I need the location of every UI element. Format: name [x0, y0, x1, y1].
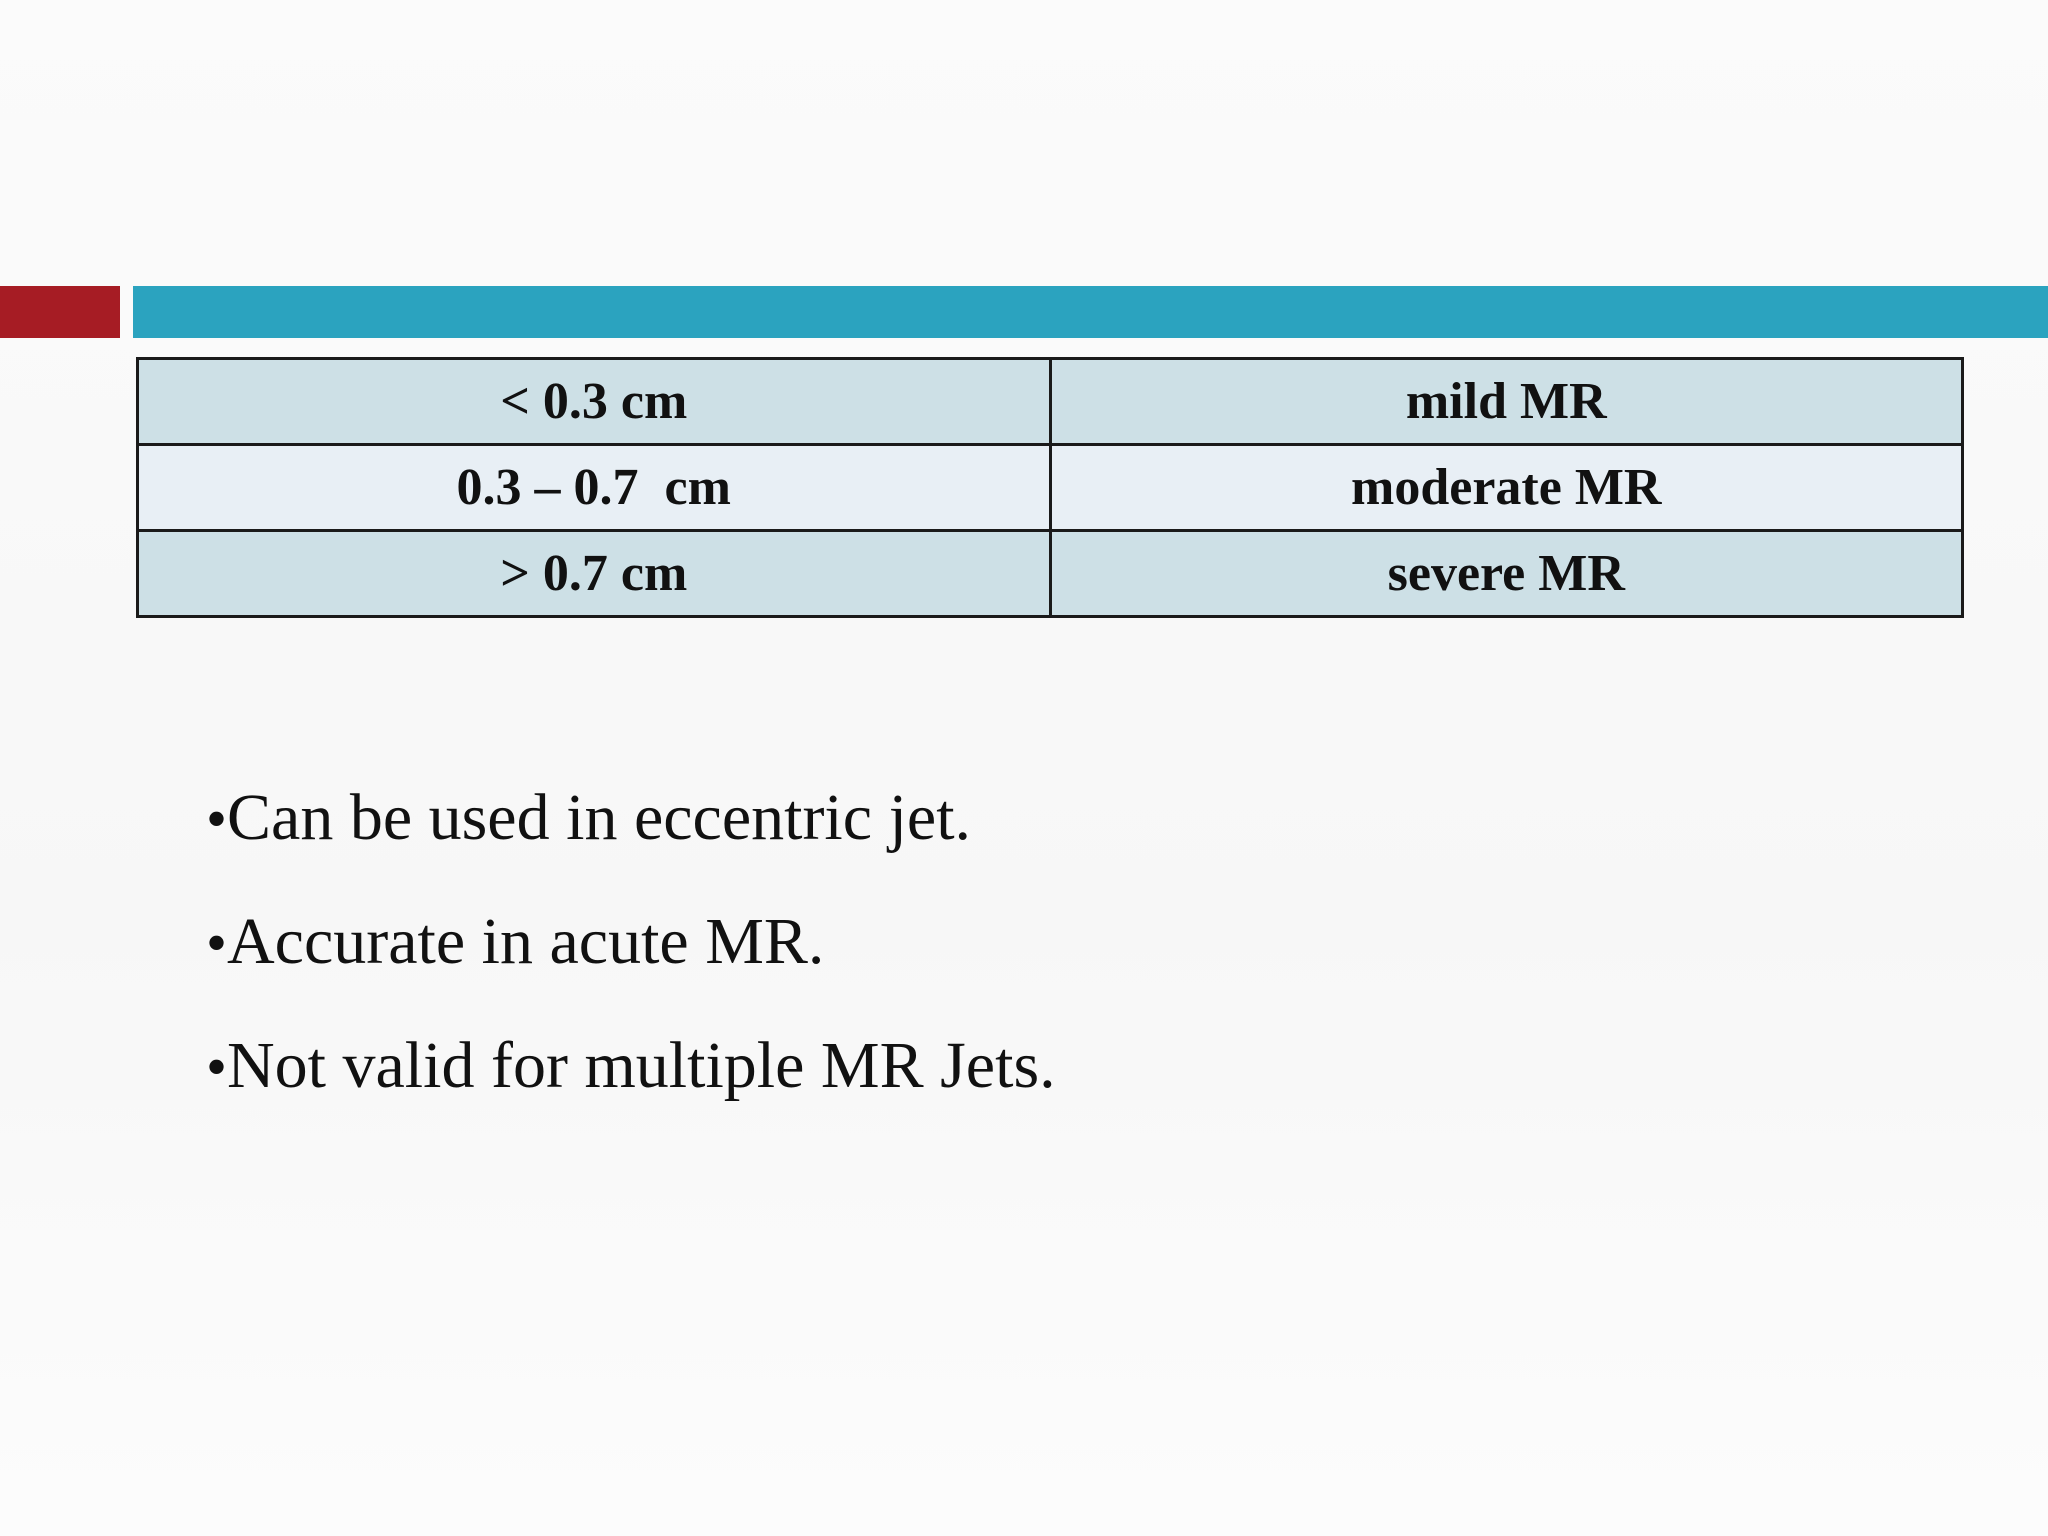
bullet-text: Can be used in eccentric jet.: [227, 781, 972, 854]
severity-table: [136, 357, 1964, 618]
bullet-text: Accurate in acute MR.: [227, 905, 825, 978]
list-item: [206, 1004, 1056, 1128]
grade-cell: moderate MR: [1050, 445, 1963, 531]
bullet-marker: •: [206, 786, 228, 852]
bullet-marker: •: [206, 910, 228, 976]
list-item: [206, 756, 1056, 880]
range-cell: 0.3 – 0.7 cm: [138, 445, 1051, 531]
bullet-list: [206, 756, 1056, 1128]
list-item: [206, 880, 1056, 1004]
table-row: [138, 359, 1963, 445]
header-accent-red-bar: [0, 286, 120, 338]
grade-cell: severe MR: [1050, 531, 1963, 617]
table-row: [138, 445, 1963, 531]
grade-cell: mild MR: [1050, 359, 1963, 445]
header-accent-blue-bar: [133, 286, 2048, 338]
range-cell: > 0.7 cm: [138, 531, 1051, 617]
bullet-marker: •: [206, 1034, 228, 1100]
bullet-text: Not valid for multiple MR Jets.: [227, 1029, 1056, 1102]
range-cell: < 0.3 cm: [138, 359, 1051, 445]
table-row: [138, 531, 1963, 617]
